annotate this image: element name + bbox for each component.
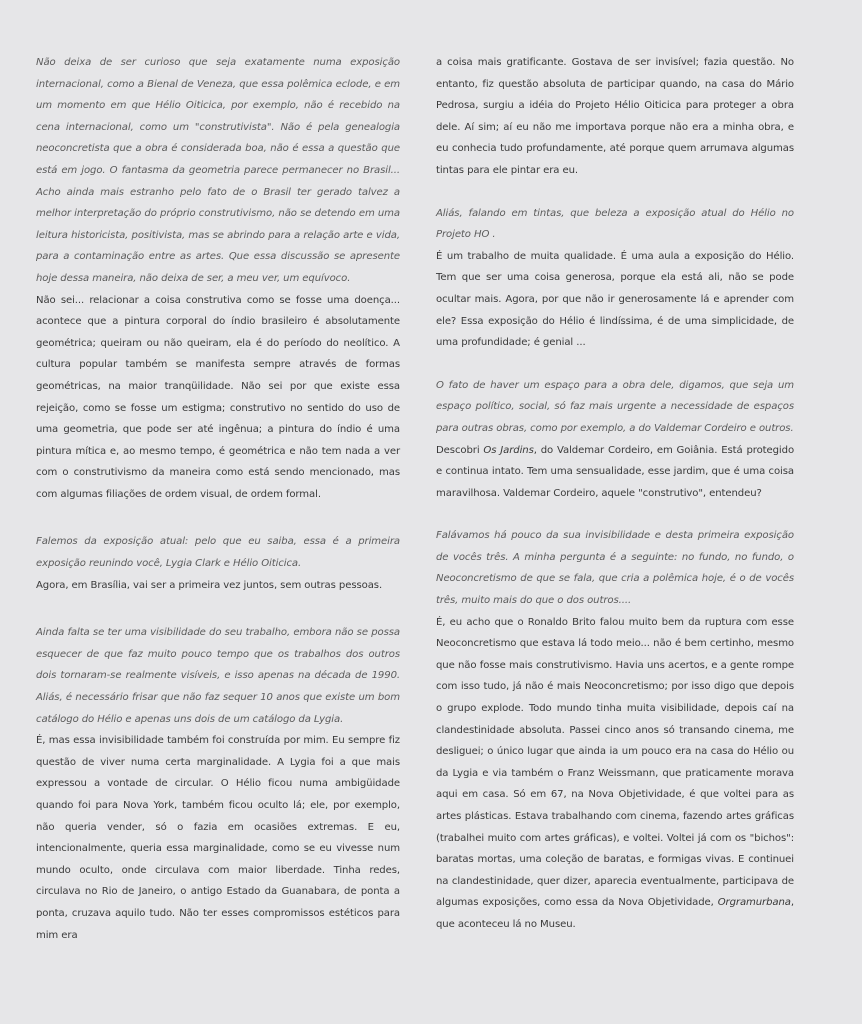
- question-paragraph: Aliás, falando em tintas, que beleza a exposição atual do Hélio no Projeto HO .: [436, 207, 794, 241]
- answer-paragraph: [436, 440, 794, 505]
- artwork-title: Os Jardins: [483, 444, 534, 456]
- answer-paragraph: Agora, em Brasília, vai ser a primeira vez juntos, sem outras pessoas.: [36, 579, 383, 591]
- answer-paragraph: Não sei... relacionar a coisa construtiva como se fosse uma doença... acontece que a pintura corporal do índio brasileiro é absolutamente geométrica; queiram ou não queiram, ela é do período do neolítico. A cultura popular também se manifesta sempre através de formas geométricas, na maior tranqüilidade. Não sei por que existe essa rejeição, como se fosse um estigma; construtivo no sentido do uso de uma geometria, que pode ser até ingênua; a pintura do índio é uma pintura mítica e, ao mesmo tempo, é geométrica e não tem nada a ver com o construtivismo da maneira como está sendo mencionado, mas com algumas filiações de ordem visual, de ordem formal.: [36, 294, 400, 500]
- question-paragraph: Ainda falta se ter uma visibilidade do seu trabalho, embora não se possa esquecer de que faz muito pouco tempo que os trabalhos dos outros dois tornaram-se realmente visíveis, e isso apenas na década de 1990. Aliás, é necessário frisar que não faz sequer 10 anos que existe um bom catálogo do Hélio e apenas uns dois de um catálogo da Lygia.: [36, 627, 400, 725]
- answer-text: É, eu acho que o Ronaldo Brito falou muito bem da ruptura com esse Neoconcretismo que estava lá todo meio... não é bem certinho, mesmo que não fosse mais construtivismo. Havia uns acertos, e a gente rompe com isso tudo, já não é mais Neoconcretismo; por isso digo que depois o grupo explode. Todo mundo tinha muita visibilidade, depois caí na clandestinidade absoluta. Passei cinco anos só transando cinema, me desliguei; o único lugar que ainda ia um pouco era na casa do Hélio ou da Lygia e via também o Franz Weissmann, que praticamente morava aqui em casa. Só em 67, na Nova Objetividade, é que voltei para as artes plásticas. Estava trabalhando com cinema, fazendo artes gráficas (trabalhei muito com artes gráficas), e voltei. Voltei já com os "bichos": baratas mortas, uma coleção de baratas, e formigas vivas. E continuei na clandestinidade, quer dizer, aparecia eventualmente, participava de algumas exposições, como essa da Nova Objetividade,: [436, 616, 794, 909]
- exhibition-title: Orgramurbana: [717, 897, 791, 909]
- answer-paragraph: [436, 612, 794, 936]
- answer-text: Descobri: [436, 444, 484, 456]
- answer-text: , que aconteceu lá no Museu.: [436, 897, 794, 930]
- answer-paragraph: É um trabalho de muita qualidade. É uma aula a exposição do Hélio. Tem que ser uma coisa generosa, porque ela está ali, não se pode ocultar mais. Agora, por que não ir generosamente lá e aprender com ele? Essa exposição do Hélio é lindíssima, é de uma simplicidade, de uma profundidade; é genial ...: [436, 250, 794, 349]
- answer-text: , do Valdemar Cordeiro, em Goiânia. Está protegido e continua intato. Tem uma sensualidade, esse jardim, que é uma coisa maravilhosa. Valdemar Cordeiro, aquele "construtivo", entendeu?: [436, 444, 795, 499]
- answer-paragraph: É, mas essa invisibilidade também foi construída por mim. Eu sempre fiz questão de viver numa certa marginalidade. A Lygia foi a que mais expressou a vontade de circular. O Hélio ficou numa ambigüidade quando foi para Nova York, também ficou oculto lá; ele, por exemplo, não queria vender, só o fazia em ocasiões extremas. E eu, intencionalmente, queria essa marginalidade, como se eu vivesse num mundo oculto, onde circulava com maior liberdade. Tinha redes, circulava no Rio de Janeiro, o antigo Estado da Guanabara, de ponta a ponta, cruzava aquilo tudo. Não ter esses compromissos estéticos para mim era: [36, 735, 400, 941]
- question-paragraph: Falemos da exposição atual: pelo que eu saiba, essa é a primeira exposição reunindo você, Lygia Clark e Hélio Oiticica.: [36, 536, 400, 570]
- left-column: [36, 52, 400, 946]
- answer-paragraph: a coisa mais gratificante. Gostava de ser invisível; fazia questão. No entanto, fiz questão absoluta de participar quando, na casa do Mário Pedrosa, surgiu a idéia do Projeto Hélio Oiticica para proteger a obra dele. Aí sim; aí eu não me importava porque não era a minha obra, e eu conhecia tudo profundamente, até porque quem arrumava algumas tintas para ele pintar era eu.: [436, 57, 794, 176]
- question-paragraph: O fato de haver um espaço para a obra dele, digamos, que seja um espaço político, social, só faz mais urgente a necessidade de espaços para outras obras, como por exemplo, a do Valdemar Cordeiro e outros.: [436, 379, 794, 434]
- question-paragraph: Falávamos há pouco da sua invisibilidade e desta primeira exposição de vocês três. A minha pergunta é a seguinte: no fundo, no fundo, o Neoconcretismo de que se fala, que cria a polêmica hoje, é o de vocês três, muito mais do que o dos outros....: [436, 530, 794, 607]
- right-column: [436, 52, 794, 936]
- question-paragraph: Não deixa de ser curioso que seja exatamente numa exposição internacional, como a Bienal de Veneza, que essa polêmica eclode, e em um momento em que Hélio Oiticica, por exemplo, não é recebido na cena internacional, como um "construtivista". Não é pela genealogia neoconcretista que a obra é considerada boa, não é essa a questão que está em jogo. O fantasma da geometria parece permanecer no Brasil... Acho ainda mais estranho pelo fato de o Brasil ter gerado talvez a melhor interpretação do próprio construtivismo, não se detendo em uma leitura historicista, positivista, mas se abrindo para a relação arte e vida, para a contaminação entre as artes. Que essa discussão se apresente hoje dessa maneira, não deixa de ser, a meu ver, um equívoco.: [36, 57, 400, 284]
